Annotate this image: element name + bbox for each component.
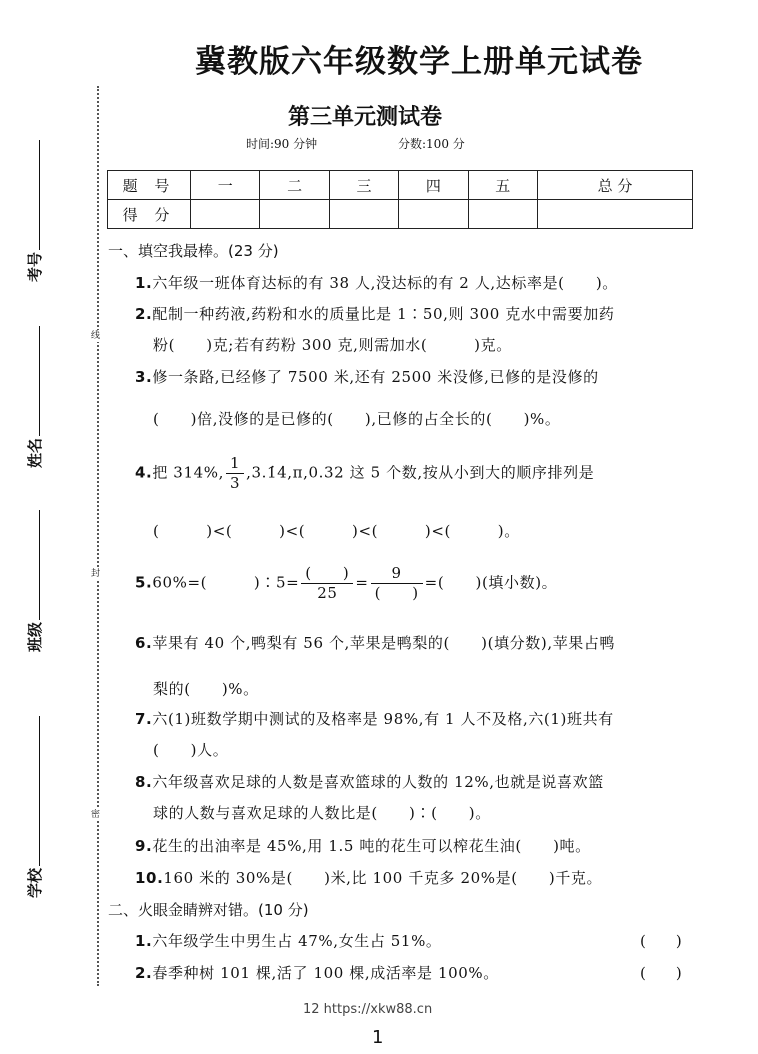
fraction: $\frac{( )}{25}$ [301,564,353,603]
question-2-cont: 粉( )克;若有药粉 300 克,则需加水( )克。 [153,336,512,354]
name-field[interactable] [24,326,45,468]
school-field[interactable] [24,716,45,898]
answer-blank[interactable]: ( ) [640,964,682,982]
question-7: 7.六(1)班数学期中测试的及格率是 98%,有 1 人不及格,六(1)班共有 [135,710,614,728]
score-cell[interactable] [468,200,537,229]
table-cell: 五 [468,171,537,200]
table-cell: 总 分 [537,171,692,200]
source-link[interactable]: 12 https://xkw88.cn [303,1002,433,1017]
table-cell: 题 号 [108,171,191,200]
score-cell[interactable] [191,200,260,229]
question-5: 5.60%=( )∶5= $\frac{( )}{25}$ = $\frac{9}{( )}$ =( )(填小数)。 [135,564,558,602]
class-field[interactable] [24,510,45,652]
field-label: 学校 [26,867,44,898]
question-8: 8.六年级喜欢足球的人数是喜欢篮球的人数的 12%,也就是说喜欢篮 [135,773,604,791]
judge-question-2: 2.春季种树 101 棵,活了 100 棵,成活率是 100%。 [135,964,499,982]
question-6: 6.苹果有 40 个,鸭梨有 56 个,苹果是鸭梨的( )(填分数),苹果占鸭 [135,634,616,652]
exam-number-field[interactable] [24,140,45,282]
table-cell: 三 [329,171,398,200]
field-label: 班级 [26,621,44,652]
field-label: 姓名 [26,437,44,468]
question-7-cont: ( )人。 [153,741,229,759]
score-cell[interactable] [260,200,329,229]
field-label: 考号 [26,251,44,282]
question-4: 4.把 314%, $\frac{1}{3}$ ,3.1̇4̇,π,0.32 这 5 个数,按从小到大的顺序排列是 [135,454,595,492]
page-number: 1 [372,1027,384,1048]
main-title: 冀教版六年级数学上册单元试卷 [195,44,643,80]
exam-score: 分数:100 分 [398,137,465,151]
seal-line [97,86,99,986]
score-table [107,170,693,229]
answer-blank[interactable]: ( ) [640,932,682,950]
seal-mark: 密 [91,810,101,820]
fraction: $\frac{1}{3}$ [226,454,244,493]
seal-mark: 线 [91,331,101,341]
section-2-title: 二、火眼金睛辨对错。(10 分) [108,901,309,919]
table-row [108,171,693,200]
table-cell: 得 分 [108,200,191,229]
question-2: 2.配制一种药液,药粉和水的质量比是 1∶50,则 300 克水中需要加药 [135,305,615,323]
score-cell[interactable] [329,200,398,229]
fraction: $\frac{9}{( )}$ [371,564,423,603]
question-6-cont: 梨的( )%。 [153,680,259,698]
question-1: 1.六年级一班体育达标的有 38 人,没达标的有 2 人,达标率是( )。 [135,274,618,292]
question-9: 9.花生的出油率是 45%,用 1.5 吨的花生可以榨花生油( )吨。 [135,837,591,855]
section-1-title: 一、填空我最棒。(23 分) [108,242,279,260]
judge-question-1: 1.六年级学生中男生占 47%,女生占 51%。 [135,932,442,950]
question-4-cont: ( )<( )<( )<( )<( )。 [153,522,520,540]
question-3-cont: ( )倍,没修的是已修的( ),已修的占全长的( )%。 [153,410,561,428]
question-8-cont: 球的人数与喜欢足球的人数比是( )∶( )。 [153,804,491,822]
unit-title: 第三单元测试卷 [287,104,442,130]
score-cell[interactable] [537,200,692,229]
exam-time: 时间:90 分钟 [246,137,318,151]
table-cell: 二 [260,171,329,200]
question-3: 3.修一条路,已经修了 7500 米,还有 2500 米没修,已修的是没修的 [135,368,599,386]
table-cell: 一 [191,171,260,200]
table-row [108,200,693,229]
seal-mark: 封 [91,569,101,579]
table-cell: 四 [399,171,468,200]
score-cell[interactable] [399,200,468,229]
question-10: 10.160 米的 30%是( )米,比 100 千克多 20%是( )千克。 [135,869,603,887]
